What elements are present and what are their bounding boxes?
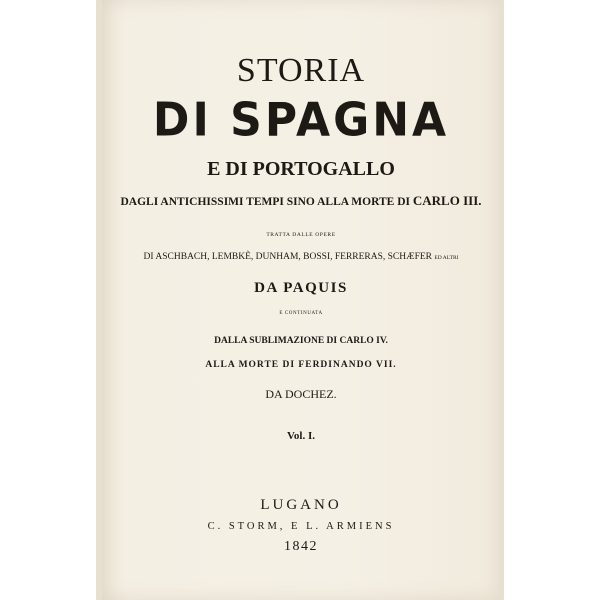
subtitle [102, 193, 500, 209]
da-dochez: DA DOCHEZ. [265, 387, 337, 401]
tratta-line: TRATTA DALLE OPERE [266, 232, 336, 238]
title-line-portogallo: E DI PORTOGALLO [207, 158, 395, 180]
title-line-spagna: DI SPAGNA [152, 93, 450, 148]
volume-label: Vol. I. [286, 430, 316, 442]
authors-suffix: ED ALTRI [434, 255, 459, 261]
imprint-year: 1842 [284, 539, 318, 554]
imprint-publisher: C. STORM, E L. ARMIENS [207, 521, 395, 532]
subtitle-king: CARLO III. [412, 193, 482, 208]
authors-list: DI ASCHBACH, LEMBKÈ, DUNHAM, BOSSI, FERRERAS, SCHÆFER [143, 252, 435, 262]
title-page [102, 0, 500, 600]
continuata-line: E CONTINUATA [279, 311, 323, 316]
imprint-city: LUGANO [260, 497, 342, 513]
sublimazione-line: DALLA SUBLIMAZIONE DI CARLO IV. [214, 336, 388, 346]
da-paquis: DA PAQUIS [254, 280, 348, 296]
morte-ferdinando-line: ALLA MORTE DI FERDINANDO VII. [205, 360, 397, 370]
authors-line [102, 252, 500, 262]
subtitle-main: DAGLI ANTICHISSIMI TEMPI SINO ALLA MORTE DI [120, 196, 413, 208]
title-line-storia: STORIA [236, 52, 366, 89]
